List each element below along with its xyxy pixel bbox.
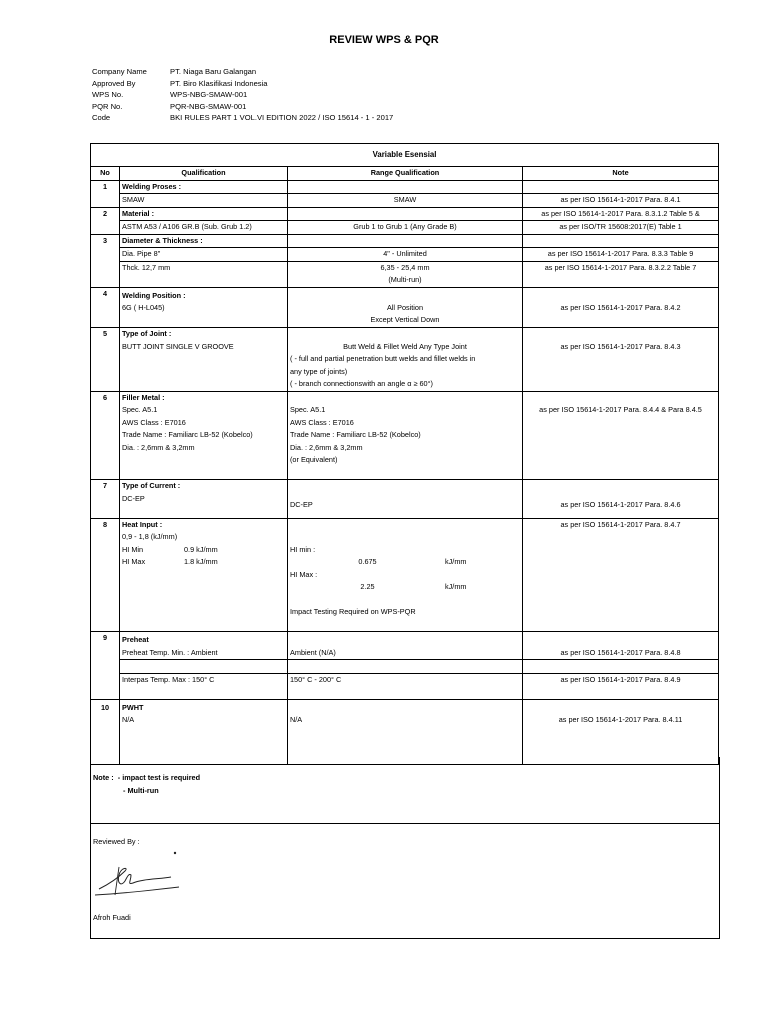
row-range: 150° C - 200° C xyxy=(290,674,342,684)
row-no: 7 xyxy=(91,480,120,519)
document-title: REVIEW WPS & PQR xyxy=(329,34,439,46)
col-qualification: Qualification xyxy=(120,167,288,181)
row-no: 9 xyxy=(91,632,120,700)
row-no: 10 xyxy=(91,699,120,765)
review-section xyxy=(90,823,720,939)
row-qual: Interpas Temp. Max : 150° C xyxy=(122,674,215,684)
row-qual: Dia. Pipe 8" xyxy=(120,248,287,262)
row-range: Dia. : 2,6mm & 3,2mm xyxy=(290,442,363,452)
reviewed-label: Reviewed By : xyxy=(93,837,140,846)
row-no: 4 xyxy=(91,287,120,328)
row-range: Ambient (N/A) xyxy=(288,647,522,661)
pqr-label: PQR No. xyxy=(92,101,123,111)
row-range: AWS Class : E7016 xyxy=(290,417,354,427)
note-label: Note : xyxy=(93,773,114,782)
row-qual: DC-EP xyxy=(122,493,145,503)
row-note: as per ISO 15614-1-2017 Para. 8.4.6 xyxy=(560,499,681,509)
range-hi-max-value: 2.25 xyxy=(360,582,375,591)
wps-value: WPS-NBG-SMAW-001 xyxy=(170,90,248,100)
row-qual: Trade Name : Familiarc LB-52 (Kobelco) xyxy=(122,430,253,439)
note-section xyxy=(90,757,720,824)
hi-min-value: 0.9 kJ/mm xyxy=(184,544,218,554)
row-no: 3 xyxy=(91,234,120,287)
row-note: as per ISO/TR 15608:2017(E) Table 1 xyxy=(559,222,682,231)
table-row xyxy=(91,328,719,392)
row-head: Welding Position : xyxy=(122,290,186,300)
row-qual: Dia. : 2,6mm & 3,2mm xyxy=(122,442,195,452)
row-head: Material : xyxy=(120,208,287,222)
table-row xyxy=(91,207,719,234)
reviewer-name: Afroh Fuadi xyxy=(93,913,131,922)
row-range: DC-EP xyxy=(290,499,313,509)
row-head: Type of Joint : xyxy=(122,329,172,338)
range-hi-max-unit: kJ/mm xyxy=(445,582,467,591)
row-qual: Preheat Temp. Min. : Ambient xyxy=(120,647,287,661)
row-note: as per ISO 15614-1-2017 Para. 8.4.2 xyxy=(560,302,681,312)
row-range: Except Vertical Down xyxy=(370,315,440,324)
row-note: as per ISO 15614-1-2017 Para. 8.3.3 Table 9 xyxy=(523,248,718,262)
approved-value: PT. Biro Klasifikasi Indonesia xyxy=(170,78,268,88)
row-qual: AWS Class : E7016 xyxy=(122,417,186,427)
row-range: SMAW xyxy=(393,195,417,204)
row-range: Butt Weld & Fillet Weld Any Type Joint xyxy=(343,341,467,351)
approved-label: Approved By xyxy=(92,78,136,88)
note-line-1: - impact test is required xyxy=(117,773,201,782)
hi-max-label: HI Max xyxy=(122,557,146,566)
table-row xyxy=(91,518,719,632)
range-hi-max-label: HI Max : xyxy=(290,569,318,579)
row-note: as per ISO 15614-1-2017 Para. 8.4.11 xyxy=(558,714,683,724)
wps-label: WPS No. xyxy=(92,90,124,100)
row-note: as per ISO 15614-1-2017 Para. 8.3.2.2 Table 7 xyxy=(544,262,697,272)
row-no: 8 xyxy=(91,518,120,632)
code-label: Code xyxy=(92,113,111,123)
row-range: ( - full and partial penetration butt welds and fillet welds in xyxy=(290,354,476,363)
table-row xyxy=(91,699,719,765)
row-qual: 6G ( H-L045) xyxy=(122,303,165,312)
pqr-value: PQR-NBG-SMAW-001 xyxy=(170,101,247,111)
row-range: 4" - Unlimited xyxy=(288,248,522,262)
row-range: (Multi-run) xyxy=(388,275,422,284)
row-note: as per ISO 15614-1-2017 Para. 8.4.1 xyxy=(560,195,681,204)
row-head: Heat Input : xyxy=(122,519,163,529)
row-head: Preheat xyxy=(122,635,149,644)
hi-max-value: 1.8 kJ/mm xyxy=(184,557,218,566)
row-head: Filler Metal : xyxy=(122,392,165,402)
row-head: PWHT xyxy=(122,702,144,712)
section-title: Variable Esensial xyxy=(91,144,719,167)
table-row xyxy=(91,391,719,480)
table-row xyxy=(91,632,719,700)
row-head: Diameter & Thickness : xyxy=(120,235,287,249)
row-qual: ASTM A53 / A106 GR.B (Sub. Grub 1.2) xyxy=(122,222,252,231)
row-range: Grub 1 to Grub 1 (Any Grade B) xyxy=(353,222,457,231)
row-range: N/A xyxy=(290,714,303,724)
row-note: as per ISO 15614-1-2017 Para. 8.4.7 xyxy=(560,519,681,529)
row-no: 2 xyxy=(91,207,120,234)
row-note: as per ISO 15614-1-2017 Para. 8.4.8 xyxy=(523,647,718,661)
impact-text: Impact Testing Required on WPS-PQR xyxy=(290,607,416,616)
table-row xyxy=(91,480,719,519)
row-note: as per ISO 15614-1-2017 Para. 8.4.4 & Para 8.4.5 xyxy=(539,405,702,414)
row-range: ( - branch connectionswith an angle α ≥ 60°) xyxy=(290,379,433,388)
row-range: Spec. A5.1 xyxy=(290,405,326,414)
header-info xyxy=(92,66,393,124)
table-row xyxy=(91,180,719,207)
row-note: as per ISO 15614-1-2017 Para. 8.4.3 xyxy=(560,341,681,351)
row-note: as per ISO 15614-1-2017 Para. 8.4.9 xyxy=(560,674,681,684)
row-qual: N/A xyxy=(122,715,135,724)
row-range: (or Equivalent) xyxy=(290,455,338,464)
col-range: Range Qualification xyxy=(288,167,523,181)
range-hi-min-label: HI min : xyxy=(290,544,316,554)
row-range: 6,35 - 25,4 mm xyxy=(380,262,430,272)
row-range: All Position xyxy=(386,302,424,312)
table-row xyxy=(91,287,719,328)
code-value: BKI RULES PART 1 VOL.VI EDITION 2022 / ISO 15614 - 1 - 2017 xyxy=(170,113,394,123)
row-qual: BUTT JOINT SINGLE V GROOVE xyxy=(122,341,234,351)
variable-table xyxy=(90,143,719,765)
company-value: PT. Niaga Baru Galangan xyxy=(170,67,257,76)
row-head: Welding Proses : xyxy=(120,181,287,195)
company-label: Company Name xyxy=(92,67,147,76)
row-range: Trade Name : Familiarc LB-52 (Kobelco) xyxy=(290,430,421,439)
row-note: as per ISO 15614-1-2017 Para. 8.3.1.2 Table 5 & xyxy=(523,208,718,222)
range-hi-min-unit: kJ/mm xyxy=(445,557,467,566)
row-qual: SMAW xyxy=(122,195,145,204)
range-hi-min-value: 0.675 xyxy=(358,557,377,566)
row-qual: Thck. 12,7 mm xyxy=(122,262,171,272)
col-no: No xyxy=(91,167,120,181)
row-head: Type of Current : xyxy=(122,481,181,490)
note-line-2: - Multi-run xyxy=(123,786,159,795)
row-qual: 0,9 - 1,8 (kJ/mm) xyxy=(122,532,178,541)
row-no: 5 xyxy=(91,328,120,392)
hi-min-label: HI Min xyxy=(122,544,144,554)
row-no: 6 xyxy=(91,391,120,480)
col-note: Note xyxy=(523,167,719,181)
table-row xyxy=(91,234,719,287)
row-qual: Spec. A5.1 xyxy=(122,405,158,414)
row-range: any type of joints) xyxy=(290,366,348,376)
row-no: 1 xyxy=(91,180,120,207)
